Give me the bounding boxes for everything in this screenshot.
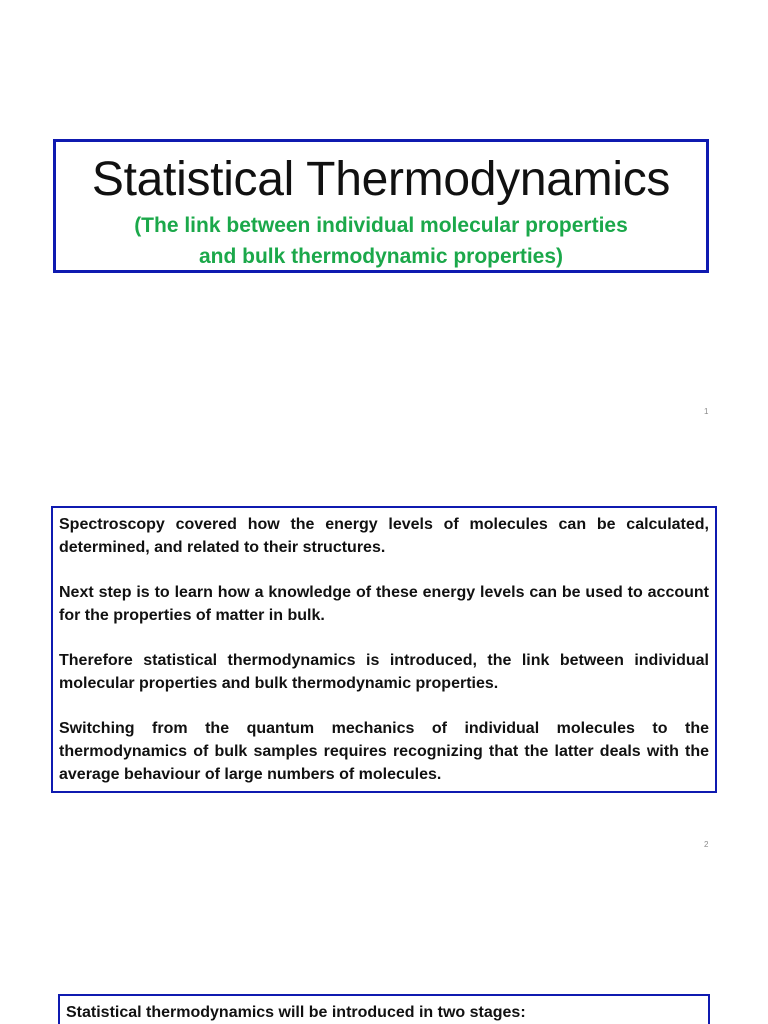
- page-number-1: 1: [704, 407, 709, 416]
- paragraph-switching: Switching from the quantum mechanics of individual molecules to the thermodynamics of bulk samples requires recognizing that the latter deals with the average behaviour of large numbers of molecules.: [59, 720, 709, 783]
- intro-text-box: [51, 506, 717, 793]
- stages-heading: Statistical thermodynamics will be introduced in two stages:: [66, 1004, 526, 1021]
- title-box: [53, 139, 709, 273]
- slide-title: Statistical Thermodynamics: [91, 153, 671, 206]
- page-number-2: 2: [704, 840, 709, 849]
- paragraph-next-step: Next step is to learn how a knowledge of these energy levels can be used to account for the properties of matter in bulk.: [59, 584, 709, 624]
- paragraph-therefore: Therefore statistical thermodynamics is introduced, the link between individual molecular properties and bulk thermodynamic properties.: [59, 652, 709, 692]
- paragraph-spectroscopy: Spectroscopy covered how the energy levels of molecules can be calculated, determined, and related to their structures.: [59, 516, 709, 556]
- slide-subtitle-line-2: and bulk thermodynamic properties): [198, 245, 564, 268]
- stages-text-box: [58, 994, 710, 1024]
- slide-subtitle-line-1: (The link between individual molecular properties: [134, 214, 628, 237]
